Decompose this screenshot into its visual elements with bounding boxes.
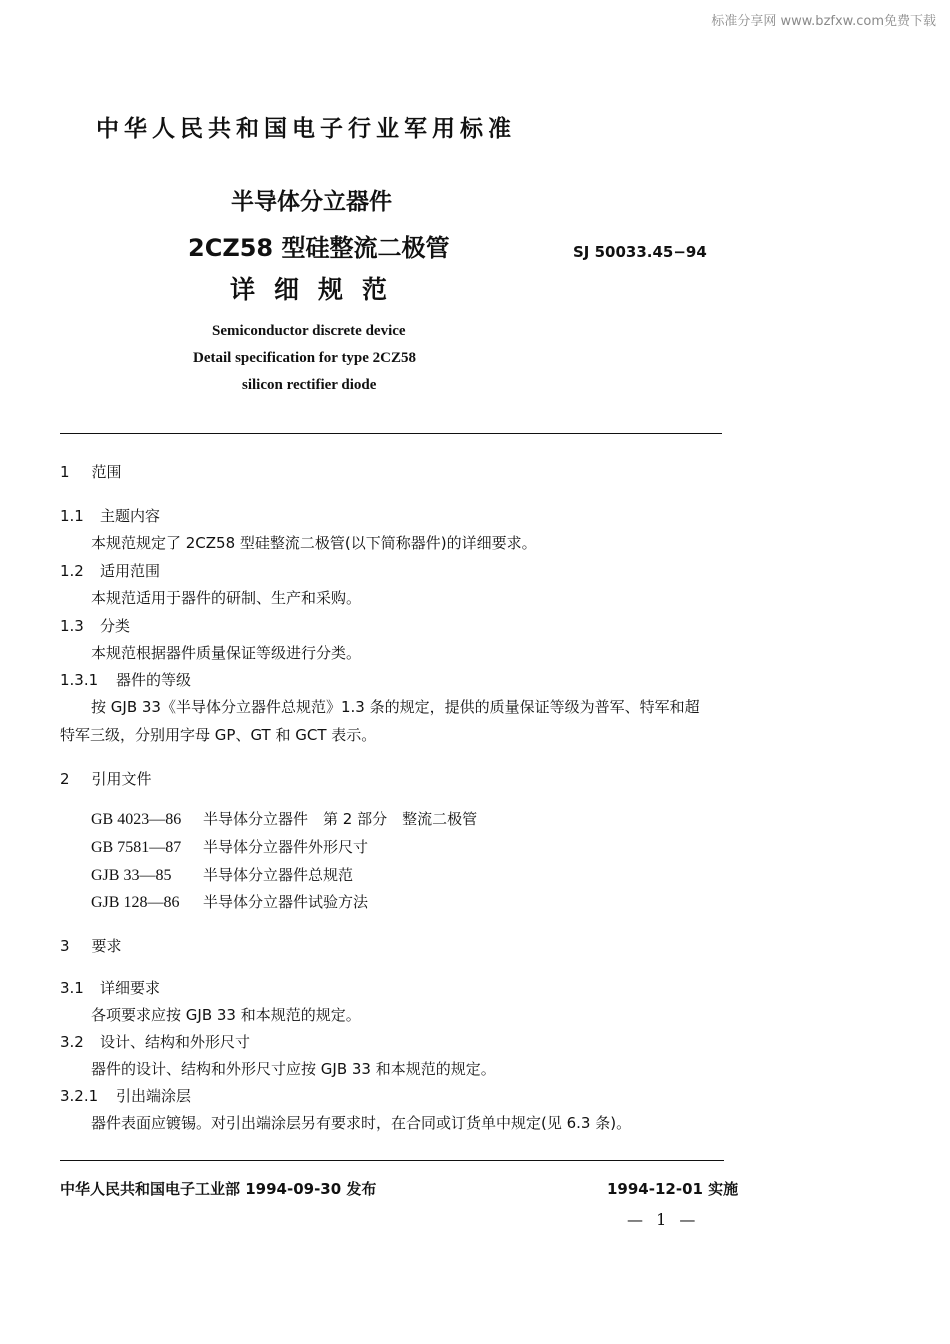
- footer-divider: [60, 1160, 724, 1161]
- english-title-line-2: Detail specification for type 2CZ58: [193, 350, 417, 366]
- section-1-3-text: 本规范根据器件质量保证等级进行分类。: [91, 644, 362, 662]
- title-line-2: 2CZ58 型硅整流二极管: [188, 234, 450, 262]
- section-number: 3.2.1: [60, 1087, 99, 1105]
- section-number: 1: [60, 463, 70, 481]
- reference-title: 半导体分立器件 第 2 部分 整流二极管: [203, 810, 478, 828]
- organization-heading: 中华人民共和国电子行业军用标准: [96, 116, 516, 142]
- reference-code: GB 4023—86: [91, 811, 182, 828]
- section-3-2-text: 器件的设计、结构和外形尺寸应按 GJB 33 和本规范的规定。: [91, 1060, 496, 1078]
- section-title: 引用文件: [91, 770, 152, 788]
- reference-code: GJB 33—85: [91, 867, 172, 884]
- reference-item: [91, 864, 353, 885]
- section-number: 3.1: [60, 979, 84, 997]
- issue-date: 中华人民共和国电子工业部 1994-09-30 发布: [60, 1180, 377, 1198]
- section-1-3-1-text-line-2: 特军三级，分别用字母 GP、GT 和 GCT 表示。: [60, 726, 377, 744]
- reference-item: [91, 891, 368, 912]
- section-title: 主题内容: [100, 507, 161, 525]
- section-1-3-1-heading: [60, 669, 191, 690]
- section-title: 要求: [91, 937, 122, 955]
- section-3-2-heading: [60, 1031, 250, 1052]
- section-2-heading: [60, 768, 152, 789]
- section-number: 3.2: [60, 1033, 84, 1051]
- section-number: 1.2: [60, 562, 84, 580]
- page-number: — 1 —: [627, 1210, 700, 1229]
- section-title: 引出端涂层: [116, 1087, 192, 1105]
- title-line-1: 半导体分立器件: [231, 189, 392, 215]
- reference-item: [91, 836, 368, 857]
- title-line-3: 详细规范: [230, 275, 407, 304]
- section-number: 1.3.1: [60, 671, 99, 689]
- section-3-2-1-heading: [60, 1085, 191, 1106]
- reference-title: 半导体分立器件试验方法: [203, 893, 369, 911]
- section-3-1-text: 各项要求应按 GJB 33 和本规范的规定。: [91, 1006, 361, 1024]
- section-1-1-heading: [60, 505, 160, 526]
- section-1-heading: [60, 461, 122, 482]
- reference-item: [91, 808, 477, 829]
- section-1-1-text: 本规范规定了 2CZ58 型硅整流二极管(以下简称器件)的详细要求。: [91, 534, 537, 552]
- section-title: 详细要求: [100, 979, 161, 997]
- english-title-line-3: silicon rectifier diode: [242, 377, 377, 393]
- english-title-line-1: Semiconductor discrete device: [212, 323, 406, 339]
- reference-code: GB 7581—87: [91, 839, 182, 856]
- section-title: 范围: [91, 463, 122, 481]
- section-title: 设计、结构和外形尺寸: [100, 1033, 251, 1051]
- section-1-3-1-text-line-1: 按 GJB 33《半导体分立器件总规范》1.3 条的规定，提供的质量保证等级为普军、特军和超: [91, 698, 700, 716]
- reference-title: 半导体分立器件外形尺寸: [203, 838, 369, 856]
- standard-number: SJ 50033.45−94: [573, 243, 707, 261]
- section-1-3-heading: [60, 615, 130, 636]
- section-title: 器件的等级: [116, 671, 192, 689]
- section-1-2-text: 本规范适用于器件的研制、生产和采购。: [91, 589, 362, 607]
- section-1-2-heading: [60, 560, 160, 581]
- section-number: 2: [60, 770, 70, 788]
- section-number: 1.1: [60, 507, 84, 525]
- section-number: 3: [60, 937, 70, 955]
- section-3-1-heading: [60, 977, 160, 998]
- effective-date: 1994-12-01 实施: [607, 1180, 739, 1198]
- section-number: 1.3: [60, 617, 84, 635]
- header-divider: [60, 433, 722, 434]
- reference-title: 半导体分立器件总规范: [203, 866, 354, 884]
- reference-code: GJB 128—86: [91, 894, 180, 911]
- section-3-heading: [60, 935, 122, 956]
- section-3-2-1-text: 器件表面应镀锡。对引出端涂层另有要求时，在合同或订货单中规定(见 6.3 条)。: [91, 1114, 632, 1132]
- section-title: 适用范围: [100, 562, 161, 580]
- section-title: 分类: [100, 617, 131, 635]
- watermark: 标准分享网 www.bzfxw.com免费下载: [711, 14, 936, 29]
